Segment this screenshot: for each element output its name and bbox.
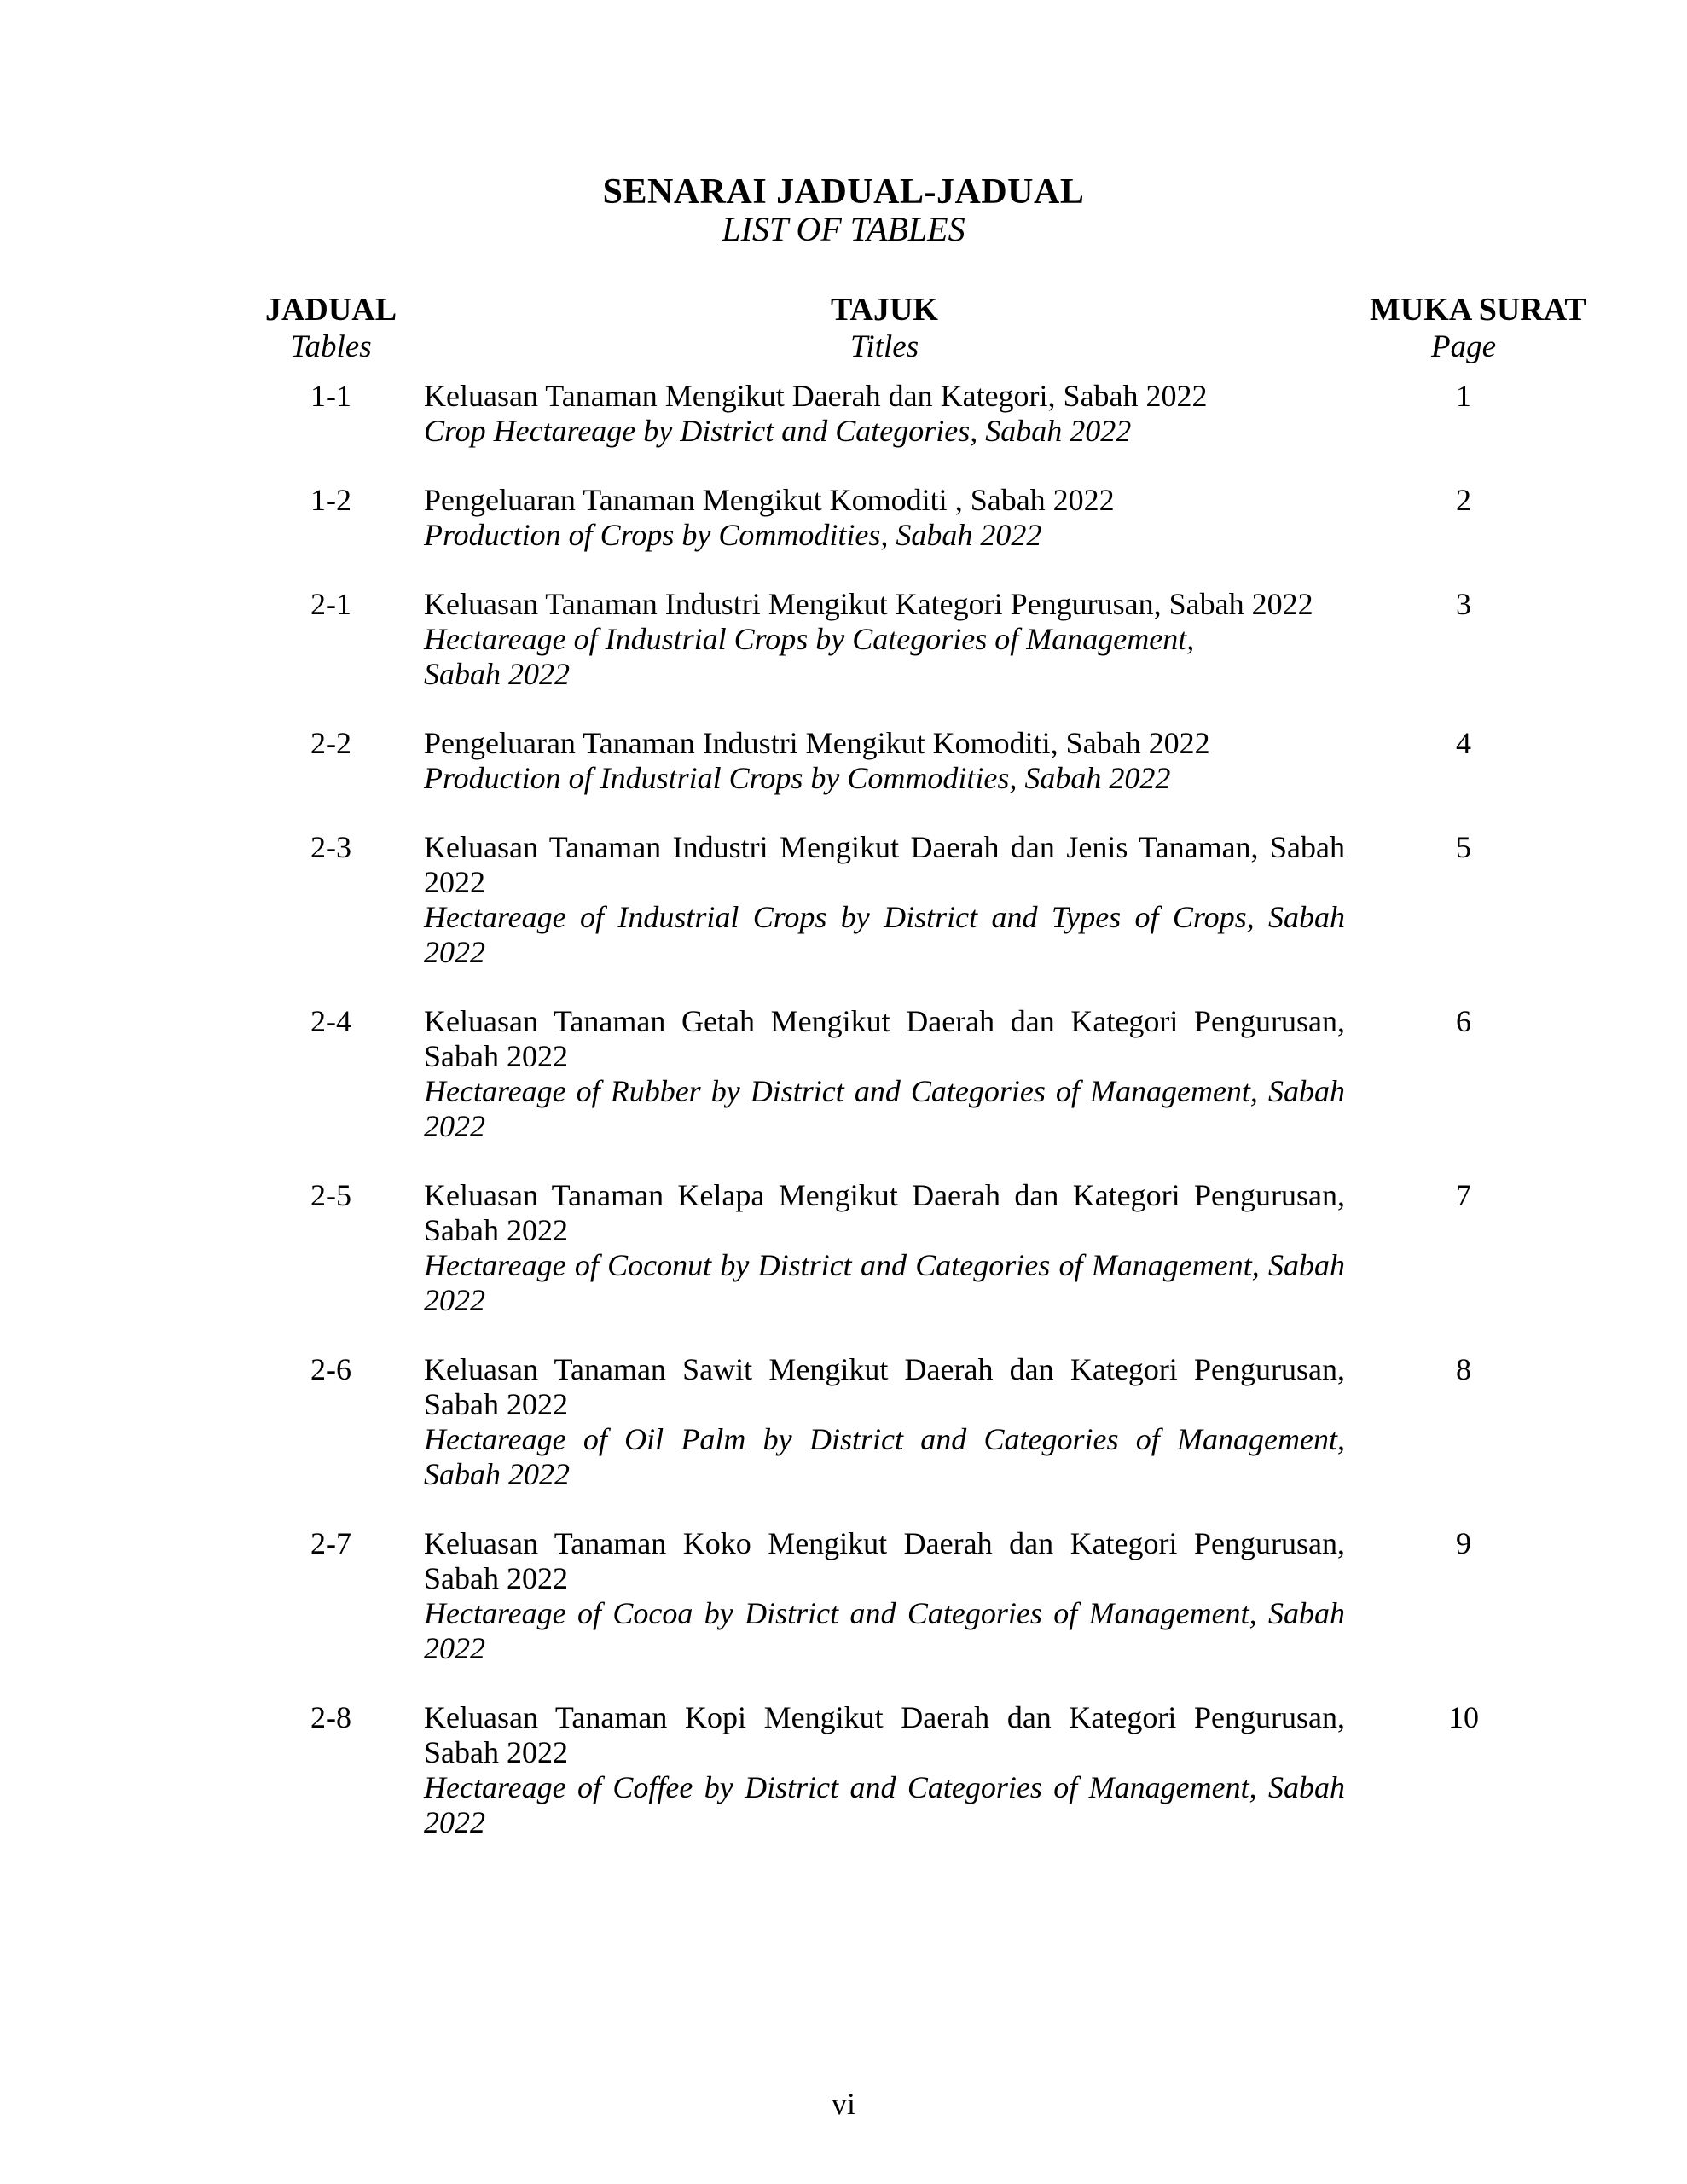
list-entry-row <box>263 1004 1687 1144</box>
list-entry-row <box>263 587 1687 692</box>
entry-title-malay-line: Keluasan Tanaman Getah Mengikut Daerah dan Kategori Pengurusan, <box>424 1004 1345 1038</box>
entry-title-malay-line: Keluasan Tanaman Industri Mengikut Kategori Pengurusan, Sabah 2022 <box>424 587 1313 621</box>
entry-title-malay-line: Keluasan Tanaman Industri Mengikut Daerah dan Jenis Tanaman, Sabah <box>424 830 1345 864</box>
list-entry-row <box>263 726 1687 796</box>
entry-titles <box>424 1700 1345 1840</box>
list-entry-row <box>263 1178 1687 1318</box>
entry-title-english-line: 2022 <box>424 1805 485 1839</box>
entry-titles <box>424 1352 1345 1492</box>
entry-title-malay-line: Keluasan Tanaman Koko Mengikut Daerah dan Kategori Pengurusan, <box>424 1526 1345 1560</box>
entry-number: 2-3 <box>310 830 351 864</box>
list-entry-row <box>263 1526 1687 1666</box>
entry-title-english-line: Sabah 2022 <box>424 657 570 691</box>
entry-title-english-line: Production of Crops by Commodities, Sabah 2022 <box>424 518 1042 552</box>
entry-title-malay-line: Sabah 2022 <box>424 1387 568 1421</box>
list-entry-row <box>263 1352 1687 1492</box>
entry-title-malay-line: Pengeluaran Tanaman Industri Mengikut Komoditi, Sabah 2022 <box>424 726 1210 760</box>
entry-title-english-line: 2022 <box>424 1109 485 1143</box>
entry-number: 2-4 <box>310 1004 351 1038</box>
entry-page-number: 2 <box>1456 483 1471 517</box>
entry-title-malay-line: Sabah 2022 <box>424 1213 568 1247</box>
entry-title-english-line: Crop Hectareage by District and Categories, Sabah 2022 <box>424 414 1132 448</box>
entry-page-number: 10 <box>1448 1700 1479 1734</box>
entry-number: 1-2 <box>310 483 351 517</box>
entry-title-malay-line: Keluasan Tanaman Kelapa Mengikut Daerah dan Kategori Pengurusan, <box>424 1178 1345 1212</box>
entry-page-number: 5 <box>1456 830 1471 864</box>
entry-title-english-line: Sabah 2022 <box>424 1457 570 1491</box>
entry-title-english-line: Hectareage of Industrial Crops by District and Types of Crops, Sabah <box>424 900 1345 934</box>
entry-titles <box>424 1526 1345 1666</box>
entry-title-malay-line: Sabah 2022 <box>424 1735 568 1769</box>
column-header-muka-surat-english: Page <box>1430 329 1497 364</box>
entry-page-number: 4 <box>1456 726 1471 760</box>
column-header-tajuk-malay: TAJUK <box>831 292 938 328</box>
page-footer-number: vi <box>831 2087 855 2121</box>
entry-titles <box>424 379 1345 449</box>
entry-title-malay-line: 2022 <box>424 865 485 899</box>
entry-title-english-line: 2022 <box>424 1631 485 1665</box>
column-header-muka-surat-malay: MUKA SURAT <box>1370 292 1586 328</box>
page-title: SENARAI JADUAL-JADUAL <box>602 172 1085 212</box>
entry-title-english-line: Hectareage of Industrial Crops by Categories of Management, <box>424 622 1195 656</box>
entry-number: 2-8 <box>310 1700 351 1734</box>
entry-page-number: 7 <box>1456 1178 1471 1212</box>
entry-title-malay-line: Keluasan Tanaman Kopi Mengikut Daerah dan Kategori Pengurusan, <box>424 1700 1345 1734</box>
entry-titles <box>424 1178 1345 1318</box>
entry-title-malay-line: Sabah 2022 <box>424 1039 568 1073</box>
entry-page-number: 1 <box>1456 379 1471 413</box>
table-of-contents-list <box>0 379 1687 1840</box>
entry-title-english-line: Hectareage of Rubber by District and Categories of Management, Sabah <box>424 1074 1345 1108</box>
entry-titles <box>424 1004 1345 1144</box>
entry-page-number: 9 <box>1456 1526 1471 1560</box>
entry-title-malay-line: Keluasan Tanaman Sawit Mengikut Daerah dan Kategori Pengurusan, <box>424 1352 1345 1386</box>
entry-title-english-line: Hectareage of Coffee by District and Categories of Management, Sabah <box>424 1770 1345 1804</box>
entry-titles <box>424 830 1345 970</box>
entry-number: 2-2 <box>310 726 351 760</box>
entry-title-english-line: Production of Industrial Crops by Commodities, Sabah 2022 <box>424 761 1171 795</box>
entry-titles <box>424 587 1345 692</box>
entry-title-malay-line: Keluasan Tanaman Mengikut Daerah dan Kategori, Sabah 2022 <box>424 379 1208 413</box>
entry-title-malay-line: Pengeluaran Tanaman Mengikut Komoditi , Sabah 2022 <box>424 483 1115 517</box>
entry-title-malay-line: Sabah 2022 <box>424 1561 568 1595</box>
entry-number: 2-6 <box>310 1352 351 1386</box>
entry-titles <box>424 726 1345 796</box>
entry-title-english-line: 2022 <box>424 935 485 969</box>
list-entry-row <box>263 483 1687 553</box>
entry-title-english-line: Hectareage of Coconut by District and Categories of Management, Sabah <box>424 1248 1345 1282</box>
table-header-row <box>263 292 1687 365</box>
entry-page-number: 3 <box>1456 587 1471 621</box>
entry-titles <box>424 483 1345 553</box>
entry-title-english-line: 2022 <box>424 1283 485 1317</box>
column-header-jadual <box>263 292 399 365</box>
list-entry-row <box>263 830 1687 970</box>
page-subtitle: LIST OF TABLES <box>722 210 965 248</box>
entry-number: 1-1 <box>310 379 351 413</box>
entry-number: 2-1 <box>310 587 351 621</box>
entry-title-english-line: Hectareage of Oil Palm by District and Categories of Management, <box>424 1422 1345 1456</box>
entry-number: 2-7 <box>310 1526 351 1560</box>
column-header-jadual-english: Tables <box>290 329 372 364</box>
list-entry-row <box>263 1700 1687 1840</box>
column-header-jadual-malay: JADUAL <box>264 292 397 328</box>
entry-page-number: 8 <box>1456 1352 1471 1386</box>
entry-title-english-line: Hectareage of Cocoa by District and Categories of Management, Sabah <box>424 1596 1345 1630</box>
column-header-tajuk <box>424 292 1345 365</box>
entry-page-number: 6 <box>1456 1004 1471 1038</box>
column-header-muka-surat <box>1370 292 1586 365</box>
entry-number: 2-5 <box>310 1178 351 1212</box>
list-entry-row <box>263 379 1687 449</box>
column-header-tajuk-english: Titles <box>849 329 919 364</box>
